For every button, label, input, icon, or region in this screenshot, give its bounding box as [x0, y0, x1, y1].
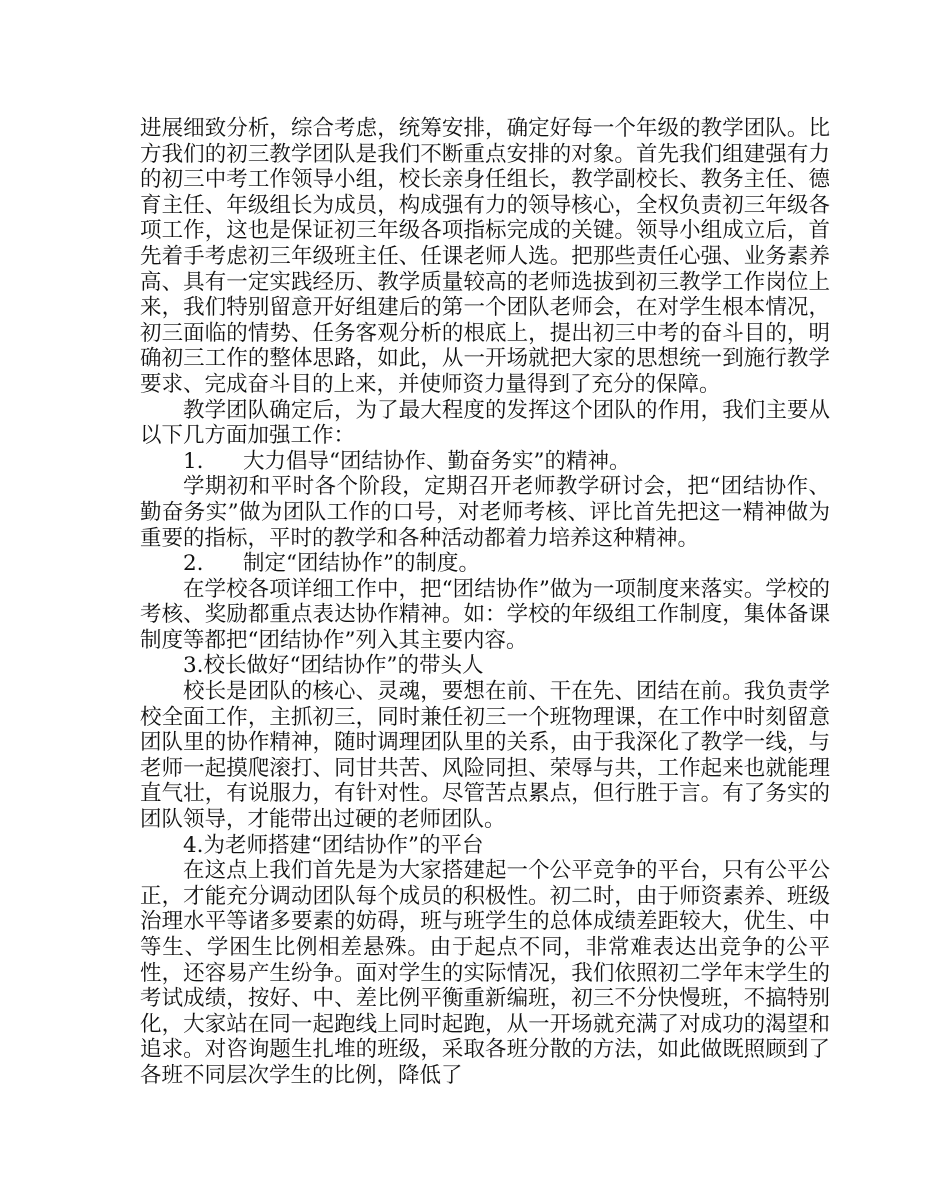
list-heading-text: 大力倡导“团结协作、勤奋务实”的精神。	[243, 448, 631, 474]
body-paragraph: 校长是团队的核心、灵魂，要想在前、干在先、团结在前。我负责学校全面工作，主抓初三，同时兼任初三一个班物理课，在工作中时刻留意团队里的协作精神，随时调理团队里的关系，由于我深化了教学一线，与老师一起摸爬滚打、同甘共苦、风险同担、荣辱与共，工作起来也就能理直气壮，有说服力，有针对性。尽管苦点累点，但行胜于言。有了务实的团队领导，才能带出过硬的老师团队。	[140, 679, 830, 833]
list-heading-text: 制定“团结协作”的制度。	[243, 551, 480, 577]
list-heading-text: 校长做好“团结协作”的带头人	[203, 653, 484, 679]
body-paragraph: 学期初和平时各个阶段，定期召开老师教学研讨会，把“团结协作、勤奋务实”做为团队工作的口号，对老师考核、评比首先把这一精神做为重要的指标，平时的教学和各种活动都着力培养这种精神。	[140, 474, 830, 551]
body-paragraph: 在这点上我们首先是为大家搭建起一个公平竞争的平台，只有公平公正，才能充分调动团队每个成员的积极性。初二时，由于师资素养、班级治理水平等诸多要素的妨碍，班与班学生的总体成绩差距较大，优生、中等生、学困生比例相差悬殊。由于起点不同，非常难表达出竞争的公平性，还容易产生纷争。面对学生的实际情况，我们依照初二学年末学生的考试成绩，按好、中、差比例平衡重新编班，初三不分快慢班，不搞特别化，大家站在同一起跑线上同时起跑，从一开场就充满了对成功的渴望和追求。对咨询题生扎堆的班级，采取各班分散的方法，如此做既照顾到了各班不同层次学生的比例，降低了	[140, 858, 830, 1088]
list-number: 2.	[183, 551, 204, 577]
list-heading	[140, 551, 830, 577]
body-paragraph: 在学校各项详细工作中，把“团结协作”做为一项制度来落实。学校的考核、奖励都重点表达协作精神。如：学校的年级组工作制度，集体备课制度等都把“团结协作”列入其主要内容。	[140, 576, 830, 653]
list-heading	[140, 653, 830, 679]
list-heading-text: 为老师搭建“团结协作”的平台	[203, 832, 484, 858]
list-number: 1.	[183, 448, 204, 474]
document-page	[140, 116, 830, 1089]
body-paragraph: 进展细致分析，综合考虑，统筹安排，确定好每一个年级的教学团队。比方我们的初三教学团队是我们不断重点安排的对象。首先我们组建强有力的初三中考工作领导小组，校长亲身任组长，教学副校长、教务主任、德育主任、年级组长为成员，构成强有力的领导核心，全权负责初三年级各项工作，这也是保证初三年级各项指标完成的关键。领导小组成立后，首先着手考虑初三年级班主任、任课老师人选。把那些责任心强、业务素养高、具有一定实践经历、教学质量较高的老师选拔到初三教学工作岗位上来，我们特别留意开好组建后的第一个团队老师会，在对学生根本情况，初三面临的情势、任务客观分析的根底上，提出初三中考的奋斗目的，明确初三工作的整体思路，如此，从一开场就把大家的思想统一到施行教学要求、完成奋斗目的上来，并使师资力量得到了充分的保障。	[140, 116, 830, 397]
list-number: 3.	[183, 653, 204, 679]
list-number: 4.	[183, 832, 204, 858]
list-heading	[140, 449, 830, 475]
list-heading	[140, 833, 830, 859]
body-paragraph: 教学团队确定后，为了最大程度的发挥这个团队的作用，我们主要从以下几方面加强工作：	[140, 397, 830, 449]
